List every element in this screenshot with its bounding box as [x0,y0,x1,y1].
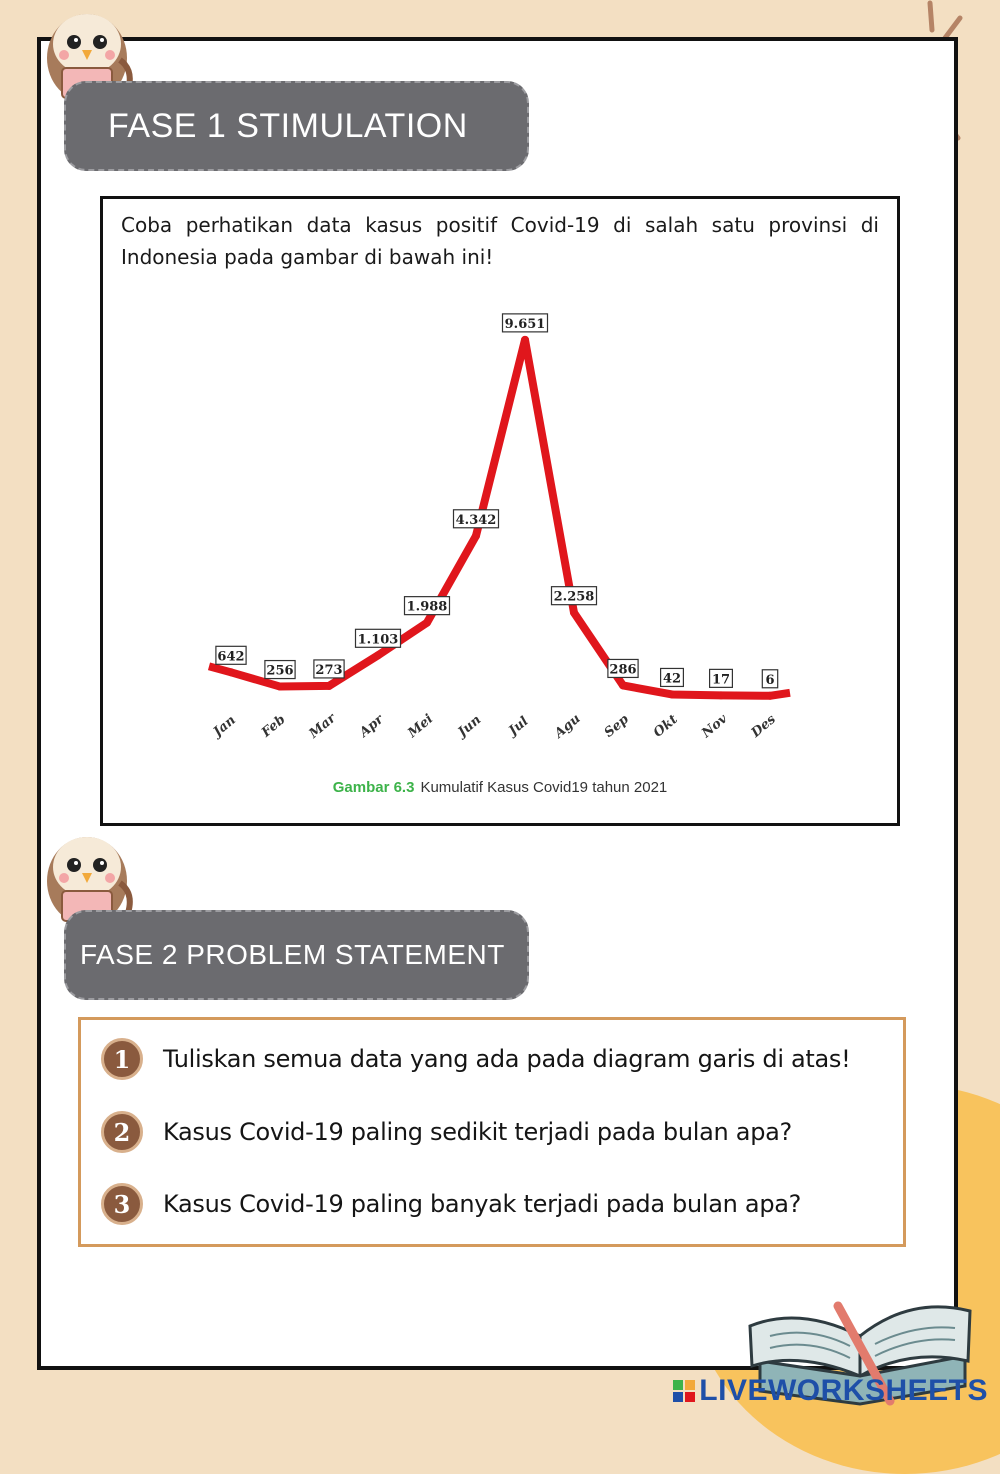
data-point [668,690,676,698]
data-label [608,659,638,677]
liveworksheets-logo-icon [673,1380,695,1402]
data-point [227,668,235,676]
phase-2-title: FASE 2 PROBLEM STATEMENT [80,939,505,970]
caption-figure-number: Gambar 6.3 [332,779,415,796]
x-tick-label: Nov [699,711,731,742]
data-label-text: 2.258 [553,589,595,605]
data-point [325,682,333,690]
data-label [216,646,246,664]
data-label-text: 17 [711,672,731,688]
data-label-text: 4.342 [455,512,497,528]
data-point [521,336,529,344]
data-label [710,669,733,687]
liveworksheets-brand [673,1374,988,1408]
data-point [717,691,725,699]
data-label-text: 1.988 [406,599,448,615]
phase-1-title: FASE 1 STIMULATION [108,106,468,145]
question-list [78,1017,906,1247]
x-tick-label: Apr [356,712,387,741]
data-label [265,661,295,679]
stimulation-box [100,196,900,826]
data-label-text: 273 [315,662,343,678]
question-item [101,1111,792,1153]
chart-caption [103,779,897,796]
question-number-badge: 2 [101,1111,143,1153]
data-point [423,619,431,627]
question-item [101,1183,801,1225]
data-label [454,510,499,528]
phase-2-heading [64,910,529,1000]
stimulation-text: Coba perhatikan data kasus positif Covid-19 di salah satu provinsi di Indonesia pada gambar di bawah ini! [121,213,879,269]
data-point [472,532,480,540]
x-tick-label: Mar [306,711,339,742]
x-tick-label: Jan [210,712,239,740]
data-label-text: 6 [765,672,775,688]
data-label [356,629,401,647]
data-point [619,681,627,689]
data-point [766,692,774,700]
question-number-badge: 1 [101,1038,143,1080]
covid-line-chart [103,199,897,799]
x-tick-label: Sep [601,711,632,741]
brand-text: LIVEWORKSHEETS [699,1374,988,1407]
data-point [570,609,578,617]
question-item [101,1038,850,1080]
data-label [661,668,684,686]
data-label-text: 256 [266,663,294,679]
data-label-text: 286 [609,662,637,678]
data-label [552,587,597,605]
caption-text: Kumulatif Kasus Covid19 tahun 2021 [420,779,668,796]
data-label-text: 1.103 [357,632,399,648]
data-point [276,683,284,691]
data-label [762,670,777,688]
question-text: Kasus Covid-19 paling sedikit terjadi pada bulan apa? [163,1118,792,1146]
x-tick-label: Okt [650,712,681,741]
data-label [314,660,344,678]
series-line [209,340,790,696]
data-label [405,597,450,615]
question-text: Tuliskan semua data yang ada pada diagram garis di atas! [163,1045,851,1073]
x-tick-label: Jun [455,712,485,741]
x-tick-label: Des [748,711,779,741]
x-tick-label: Feb [259,712,289,741]
question-number-badge: 3 [101,1183,143,1225]
data-label-text: 42 [662,671,682,687]
x-tick-label: Agu [551,711,584,742]
data-label-text: 9.651 [504,316,546,332]
phase-1-heading [64,81,529,171]
x-tick-label: Mei [405,711,437,741]
data-label-text: 642 [217,649,245,665]
question-text: Kasus Covid-19 paling banyak terjadi pada bulan apa? [163,1190,802,1218]
x-tick-label: Jul [506,713,532,739]
data-point [374,651,382,659]
data-label [503,314,548,332]
